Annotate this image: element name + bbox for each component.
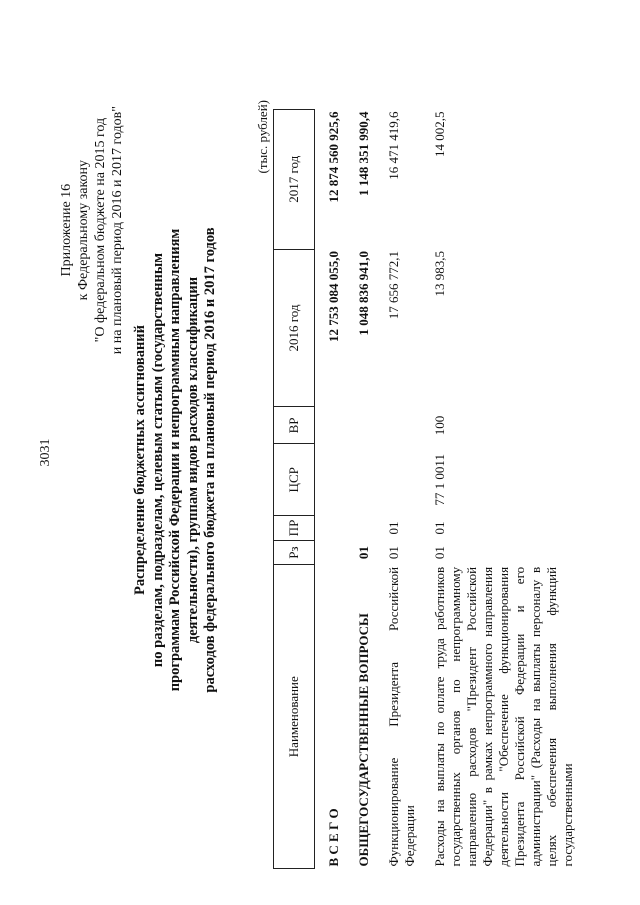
- row-pr: 01: [386, 521, 401, 535]
- header-csr: ЦСР: [274, 444, 315, 516]
- row-2017: 1 148 351 990,4: [356, 111, 371, 196]
- budget-table: [273, 109, 579, 869]
- row-rz: [323, 540, 345, 565]
- row-rz: 01: [386, 546, 401, 560]
- row-pr: 01: [432, 521, 447, 535]
- title-line: деятельности), группам видов расходов классификации: [184, 276, 201, 644]
- header-2017: 2017 год: [274, 110, 315, 250]
- table-header-row: [274, 110, 315, 869]
- header-2016: 2016 год: [274, 249, 315, 407]
- units-label: (тыс. рублей): [255, 100, 270, 174]
- appendix-line: "О федеральном бюджете на 2015 год: [93, 117, 108, 343]
- header-vr: ВР: [274, 407, 315, 444]
- row-vr: [383, 407, 421, 444]
- row-2017: 16 471 419,6: [386, 111, 401, 180]
- row-pr: [353, 516, 375, 541]
- row-rz: 01: [356, 546, 371, 560]
- row-name: ОБЩЕГОСУДАРСТВЕННЫЕ ВОПРОСЫ: [356, 613, 371, 867]
- row-2016: 13 983,5: [432, 251, 447, 297]
- row-vr: 100: [432, 415, 447, 436]
- header-rz: Рз: [274, 540, 315, 565]
- document-title: [132, 155, 220, 765]
- title-line: Распределение бюджетных ассигнований: [132, 324, 148, 596]
- row-csr: [383, 444, 421, 516]
- row-2016: 17 656 772,1: [386, 251, 401, 320]
- appendix-reference: [58, 106, 126, 354]
- row-2017: 14 002,5: [432, 111, 447, 157]
- table-row: [353, 110, 375, 869]
- row-rz: 01: [432, 546, 447, 560]
- table-row: [429, 110, 579, 869]
- row-pr: [323, 516, 345, 541]
- appendix-line: и на плановый период 2016 и 2017 годов": [110, 106, 125, 355]
- table-row: [323, 110, 345, 869]
- row-name: Функционирование Президента Российской Федерации: [386, 566, 417, 867]
- row-csr: [353, 444, 375, 516]
- row-2016: 1 048 836 941,0: [356, 251, 371, 336]
- row-csr: [323, 444, 345, 516]
- title-line: по разделам, подразделам, целевым статьям (государственным: [149, 252, 166, 668]
- title-line: расходов федерального бюджета на плановый период 2016 и 2017 годов: [202, 227, 218, 693]
- row-csr: 77 1 0011: [432, 454, 447, 506]
- page-number: 3031: [38, 438, 53, 467]
- appendix-line: к Федеральному закону: [76, 159, 91, 301]
- row-2016: 12 753 084 055,0: [326, 251, 341, 343]
- header-name: Наименование: [274, 565, 315, 869]
- row-name: В С Е Г О: [326, 808, 341, 867]
- row-vr: [353, 407, 375, 444]
- title-line: программам Российской Федерации и непрограммным направлениям: [167, 228, 183, 692]
- appendix-line: Приложение 16: [59, 183, 74, 277]
- row-2017: 12 874 560 925,6: [326, 111, 341, 203]
- header-pr: ПР: [274, 516, 315, 541]
- row-name: Расходы на выплаты по оплате труда работников государственных органов по непрограммному направлению расходов "Президент Российской Федерации" в рамках непрограммного направления деятельности "Обеспечение функционирования Президента Российской Федерации и его администрации" (Расходы на выплаты персоналу в целях обеспечения выполнения функций государственными: [432, 566, 575, 867]
- row-vr: [323, 407, 345, 444]
- table-row: [383, 110, 421, 869]
